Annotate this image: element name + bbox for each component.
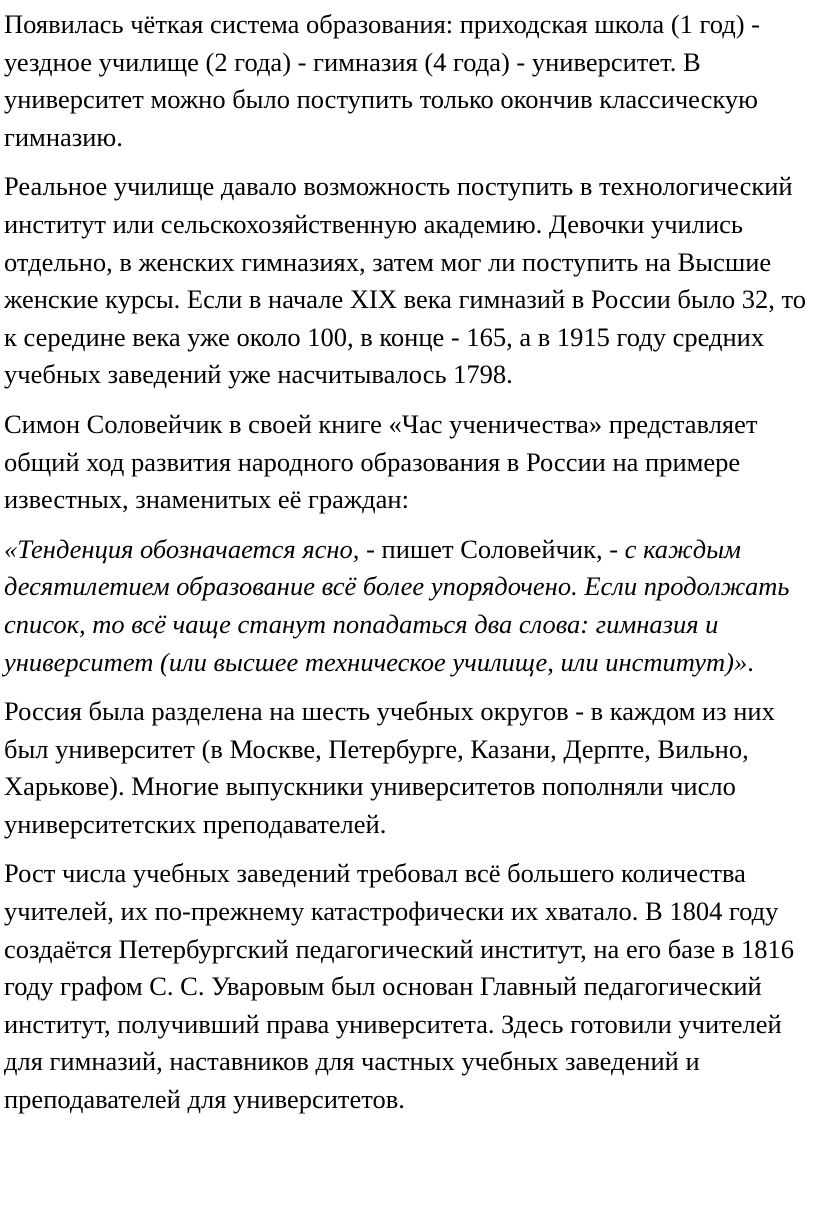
quote-start: «Тенденция обозначается ясно, (4, 533, 360, 564)
quote-rest: - с каждым десятилетием образование всё более упорядочено. Если продолжать список, то всё чаще станут попадаться два слова: гимназия и университет (или высшее техническое училище, или институт)» (4, 533, 790, 677)
paragraph-educational-districts: Россия была разделена на шесть учебных округов - в каждом из них был университет (в Москве, Петербурге, Казани, Дерпте, Вильно, Харькове). Многие выпускники университетов пополняли число университетских преподавателей. (4, 696, 775, 839)
paragraph-quote (4, 531, 812, 681)
paragraph-education-system: Появилась чёткая система образования: приходская школа (1 год) - уездное училище (2 года) - гимназия (4 года) - университет. В университет можно было поступить только окончив классическую гимназию. (4, 9, 760, 152)
paragraph-pedagogical-institute: Рост числа учебных заведений требовал всё большего количества учителей, их по-прежнему катастрофически их хватало. В 1804 году создаётся Петербургский педагогический институт, на его базе в 1816 году графом С. С. Уваровым был основан Главный педагогический институт, получивший права университета. Здесь готовили учителей для гимназий, наставников для частных учебных заведений и преподавателей для университетов. (4, 858, 795, 1115)
quote-end: . (747, 646, 754, 677)
quote-author-insert: - пишет Соловейчик, (359, 533, 610, 564)
paragraph-soloveichik-book: Симон Соловейчик в своей книге «Час ученичества» представляет общий ход развития народного образования в России на примере известных, знаменитых её граждан: (4, 408, 758, 515)
paragraph-real-schools: Реальное училище давало возможность поступить в технологический институт или сельскохозяйственную академию. Девочки учились отдельно, в женских гимназиях, затем мог ли поступить на Высшие женские курсы. Если в начале XIX века гимназий в России было 32, то к середине века уже около 100, в конце - 165, а в 1915 году средних учебных заведений уже насчитывалось 1798. (4, 171, 807, 390)
